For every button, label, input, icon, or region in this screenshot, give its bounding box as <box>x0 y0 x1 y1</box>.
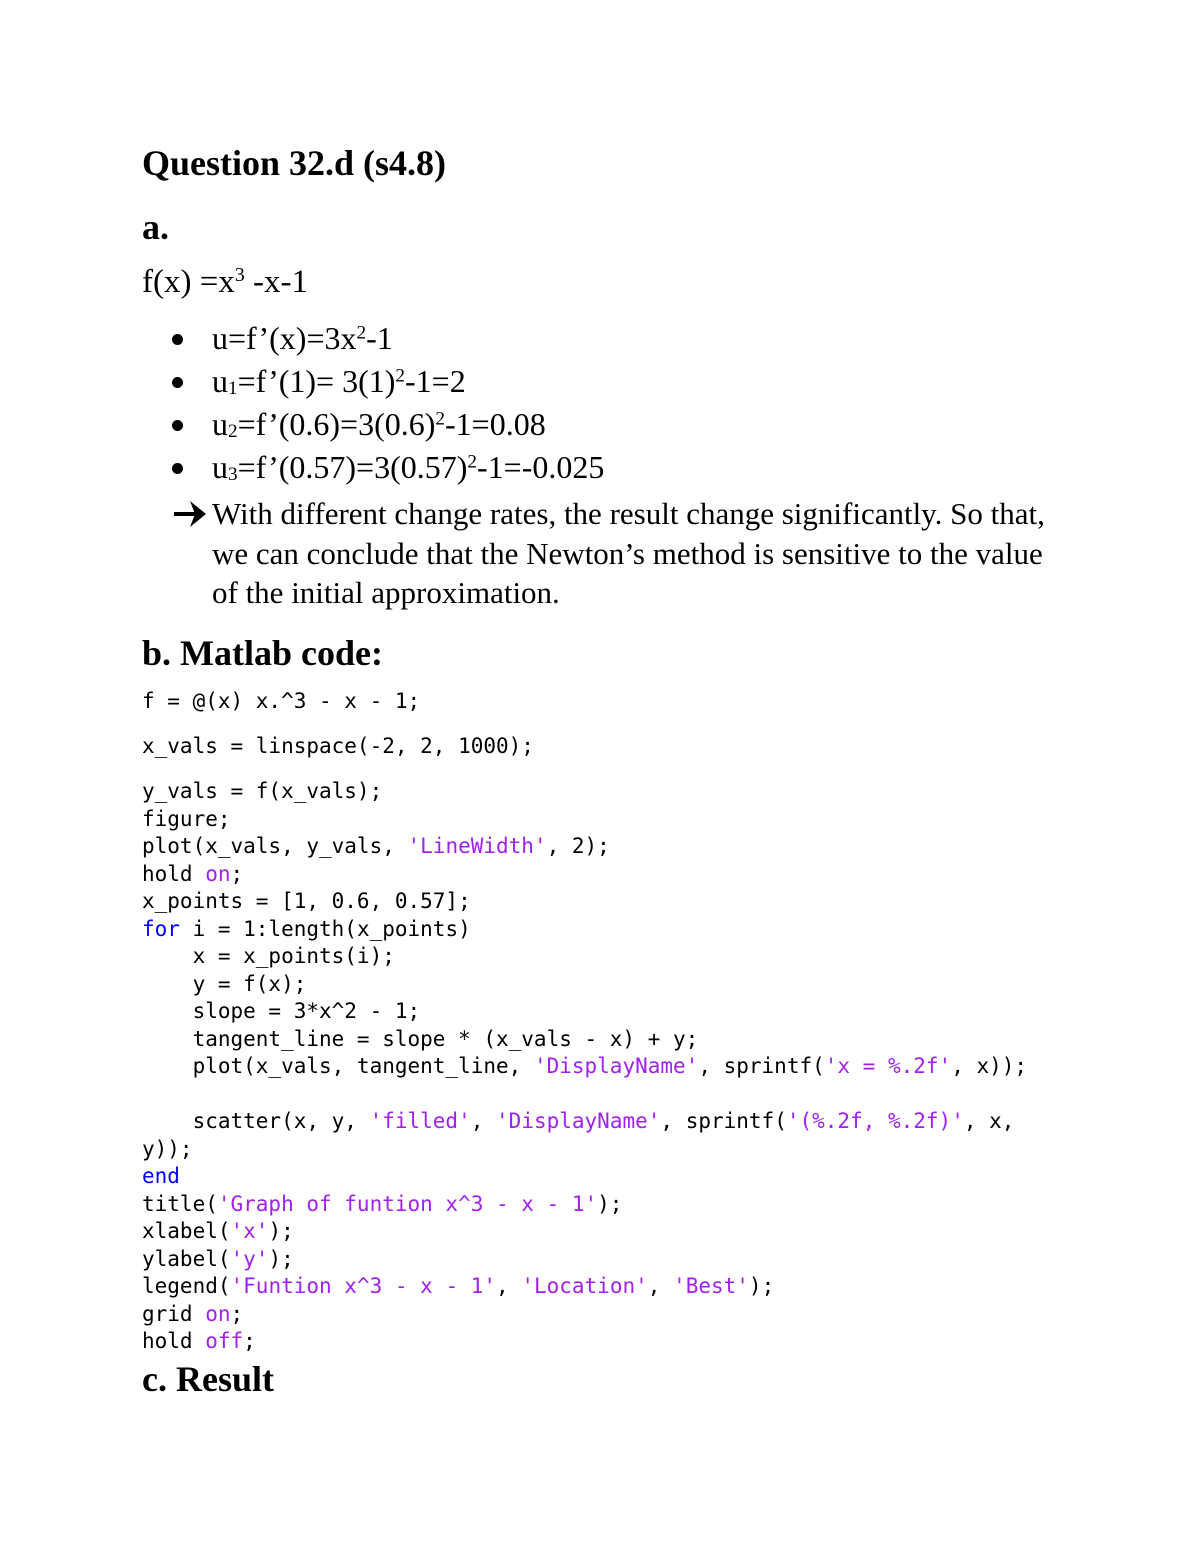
code-line: title('Graph of funtion x^3 - x - 1'); <box>142 1192 623 1216</box>
code-line: y_vals = f(x_vals); <box>142 779 383 803</box>
code-line: scatter(x, y, 'filled', 'DisplayName', sprintf('(%.2f, %.2f)', x, <box>142 1109 1015 1133</box>
code-line: y)); <box>142 1137 193 1161</box>
part-b-heading: b. Matlab code: <box>142 633 383 673</box>
part-a-heading: a. <box>142 207 169 247</box>
code-line: grid on; <box>142 1302 244 1326</box>
bullet-icon <box>172 334 183 345</box>
code-line: ylabel('y'); <box>142 1247 294 1271</box>
bullet-icon <box>172 377 183 388</box>
code-line: y = f(x); <box>142 972 307 996</box>
code-line: figure; <box>142 807 231 831</box>
code-line: plot(x_vals, y_vals, 'LineWidth', 2); <box>142 834 610 858</box>
code-line: hold on; <box>142 862 244 886</box>
part-c-heading: c. Result <box>142 1359 274 1399</box>
document-page: Question 32.d (s4.8) a. $f(x) =x^3$ -x-1 $u=f’(x)=3x^2-1$ $u_1=f’(1)= 3(1)^2-1=2$ $u_2=f’(0.6)=3(0.6)^2-1=0.08$ $u_3=f’(0.57)=3(0.57)^2-1=-0.025$ With different change rates, the result change significantly. So that, we can conclude that the Newton’s method is sensitive to the value of the initial approximation. b. Matlab code: f = @(x) x.^3 - x - 1; x_vals = linspace(-2, 2, 1000); y_vals = f(x_vals); figure; plot(x_vals, y_vals, 'LineWidth', 2); hold on; x_points = [1, 0.6, 0.57]; for i = 1:length(x_points) x = x_points(i); y = f(x); slope = 3*x^2 - 1; tangent_line = slope * (x_vals - x) + y; plot(x_vals, tangent_line, 'DisplayName', sprintf('x = %.2f', x)); scatter(x, y, 'filled', 'DisplayName', sprintf('(%.2f, %.2f)', x, y)); end title('Graph of funtion x^3 - x - 1'); xlabel('x'); ylabel('y'); legend('Funtion x^3 - x - 1', 'Location', 'Best'); grid on; hold off; c. Result <box>0 0 1200 1553</box>
code-line: x_vals = linspace(-2, 2, 1000); <box>142 734 534 758</box>
bullet-icon <box>172 463 183 474</box>
code-line: x_points = [1, 0.6, 0.57]; <box>142 889 471 913</box>
code-line: end <box>142 1164 180 1188</box>
code-line: slope = 3*x^2 - 1; <box>142 999 421 1023</box>
arrow-right-icon <box>172 494 208 534</box>
question-title: Question 32.d (s4.8) <box>142 143 447 183</box>
code-line: plot(x_vals, tangent_line, 'DisplayName', sprintf('x = %.2f', x)); <box>142 1054 1028 1078</box>
code-line: legend('Funtion x^3 - x - 1', 'Location', 'Best'); <box>142 1274 775 1298</box>
code-line: x = x_points(i); <box>142 944 395 968</box>
code-line: xlabel('x'); <box>142 1219 294 1243</box>
code-line: tangent_line = slope * (x_vals - x) + y; <box>142 1027 699 1051</box>
code-line: for i = 1:length(x_points) <box>142 917 471 941</box>
bullet-icon <box>172 420 183 431</box>
code-line: hold off; <box>142 1329 256 1353</box>
function-definition: $f(x) =x^3$ -x-1 <box>142 264 308 300</box>
conclusion-text: With different change rates, the result change significantly. So that, we can conclude that the Newton’s method is sensitive to the value of the initial approximation. <box>212 496 1045 610</box>
code-line: f = @(x) x.^3 - x - 1; <box>142 689 421 713</box>
